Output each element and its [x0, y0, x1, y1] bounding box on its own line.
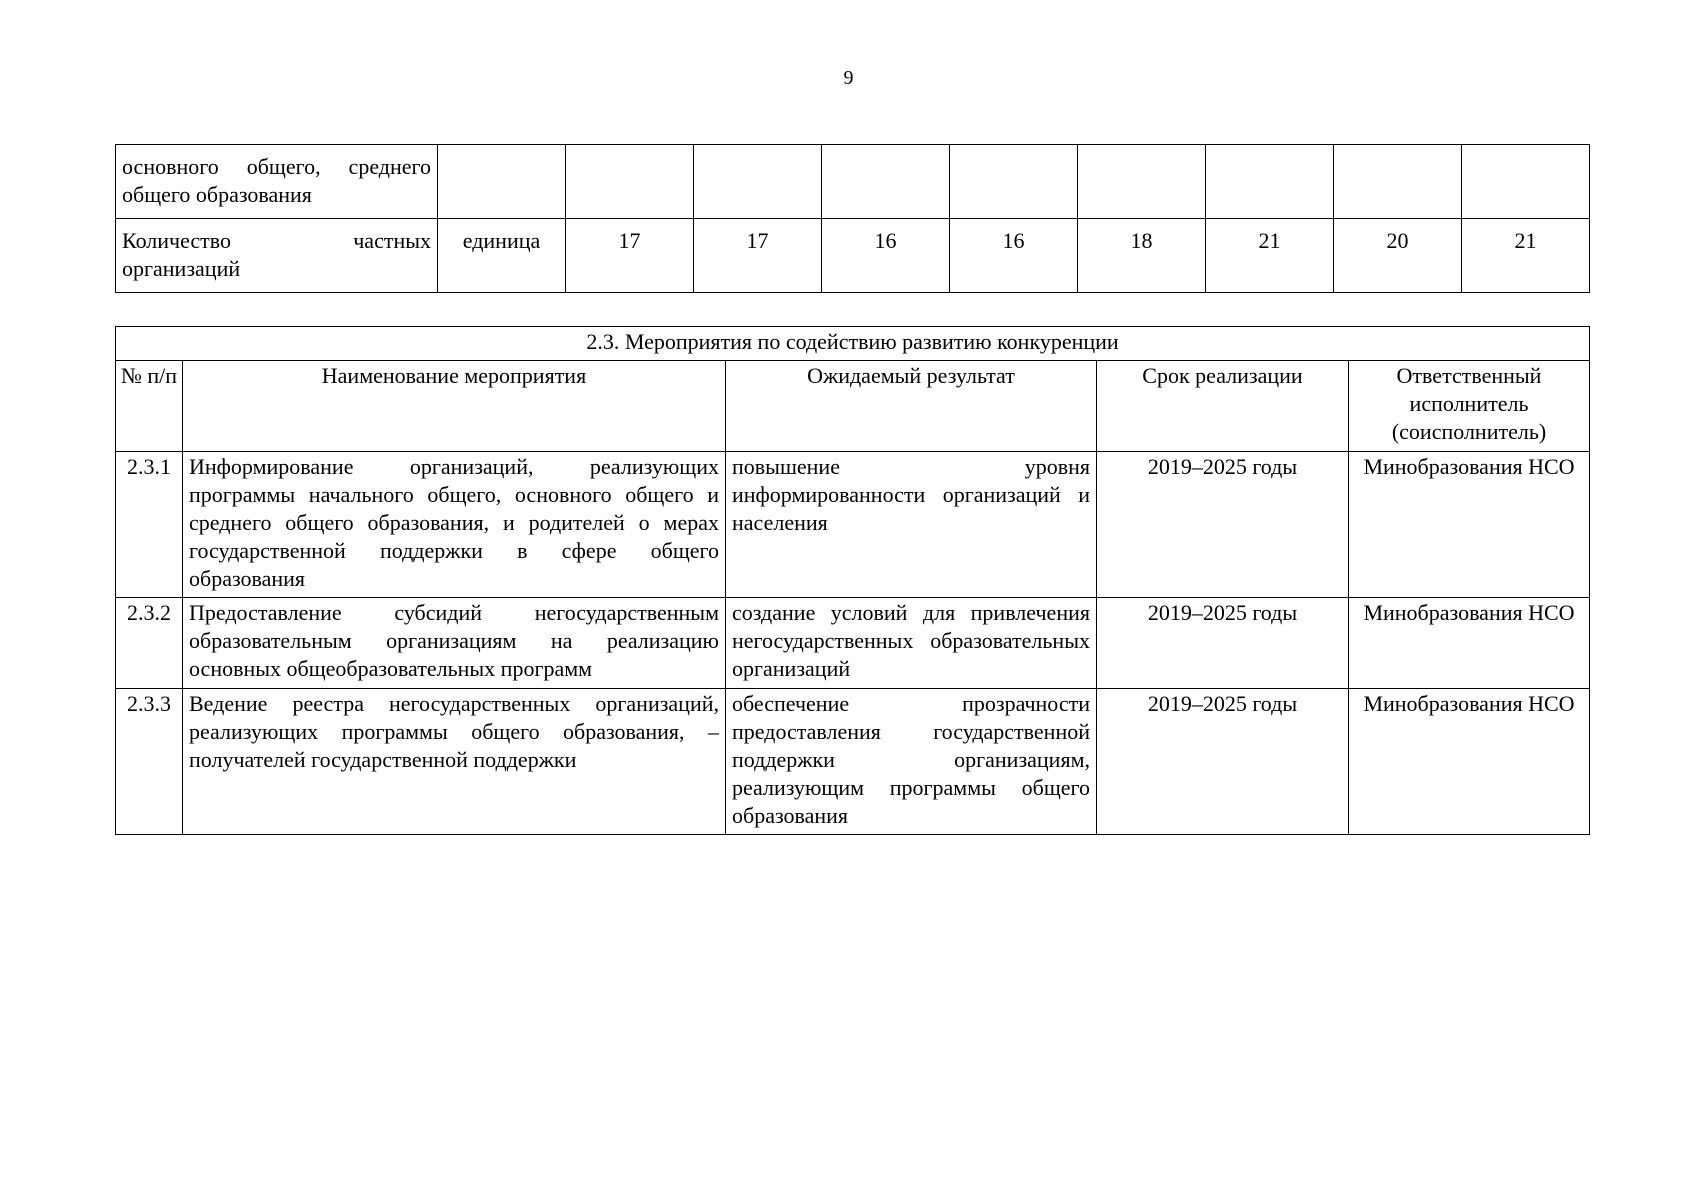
- measure-responsible: Минобразования НСО: [1349, 689, 1590, 835]
- indicator-value: 18: [1078, 219, 1206, 293]
- indicator-value: 17: [566, 219, 694, 293]
- table-row: [116, 598, 1590, 689]
- measure-responsible: Минобразования НСО: [1349, 452, 1590, 598]
- indicator-value: 17: [694, 219, 822, 293]
- header-name: Наименование мероприятия: [183, 361, 726, 452]
- indicator-value: [822, 145, 950, 219]
- header-result: Ожидаемый результат: [726, 361, 1097, 452]
- table-row: [116, 145, 1590, 219]
- indicator-value: [1078, 145, 1206, 219]
- measure-term: 2019–2025 годы: [1097, 452, 1349, 598]
- indicator-value: [694, 145, 822, 219]
- indicator-value: [1206, 145, 1334, 219]
- measure-name: Ведение реестра негосударственных организаций, реализующих программы общего образования, – получателей государственной поддержки: [183, 689, 726, 835]
- indicator-value: [1462, 145, 1590, 219]
- measure-result: обеспечение прозрачности предоставления государственной поддержки организациям, реализующим программы общего образования: [726, 689, 1097, 835]
- measure-term: 2019–2025 годы: [1097, 598, 1349, 689]
- measure-number: 2.3.1: [116, 452, 183, 598]
- measure-result: создание условий для привлечения негосударственных образовательных организаций: [726, 598, 1097, 689]
- table-row: [116, 452, 1590, 598]
- measure-number: 2.3.2: [116, 598, 183, 689]
- indicator-unit: [438, 145, 566, 219]
- table-row: [116, 689, 1590, 835]
- indicator-label: основного общего, среднего общего образования: [116, 145, 438, 219]
- table-row: [116, 219, 1590, 293]
- section-title: 2.3. Мероприятия по содействию развитию конкуренции: [116, 327, 1590, 361]
- header-responsible: Ответственный исполнитель (соисполнитель): [1349, 361, 1590, 452]
- indicator-value: [566, 145, 694, 219]
- indicator-value: 16: [822, 219, 950, 293]
- section-row: [116, 327, 1590, 361]
- measure-responsible: Минобразования НСО: [1349, 598, 1590, 689]
- header-term: Срок реализации: [1097, 361, 1349, 452]
- measure-term: 2019–2025 годы: [1097, 689, 1349, 835]
- indicator-value: 21: [1462, 219, 1590, 293]
- measure-name: Предоставление субсидий негосударственным образовательным организациям на реализацию основных общеобразовательных программ: [183, 598, 726, 689]
- header-number: № п/п: [116, 361, 183, 452]
- page-number: 9: [843, 67, 854, 89]
- indicator-value: [1334, 145, 1462, 219]
- indicator-value: 16: [950, 219, 1078, 293]
- indicator-value: 20: [1334, 219, 1462, 293]
- indicator-table: [115, 144, 1590, 293]
- indicator-label-line: Количество частных: [122, 228, 431, 253]
- indicator-value: 21: [1206, 219, 1334, 293]
- measure-result: повышение уровня информированности организаций и населения: [726, 452, 1097, 598]
- measure-number: 2.3.3: [116, 689, 183, 835]
- indicator-value: [950, 145, 1078, 219]
- indicator-label-line: организаций: [122, 256, 241, 281]
- measure-name: Информирование организаций, реализующих программы начального общего, основного общего и среднего общего образования, и родителей о мерах государственной поддержки в сфере общего образования: [183, 452, 726, 598]
- indicator-unit: единица: [438, 219, 566, 293]
- header-row: [116, 361, 1590, 452]
- measures-table: [115, 326, 1590, 835]
- indicator-label: [116, 219, 438, 293]
